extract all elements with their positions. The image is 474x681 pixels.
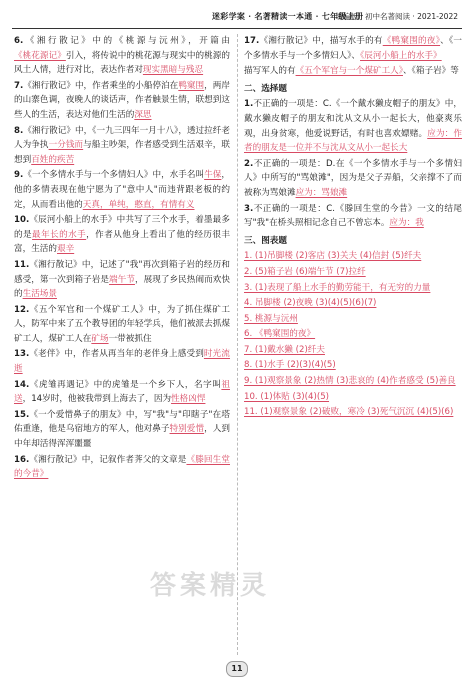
fill-answer-row: 4. 吊脚楼 (2)夜晚 (3)(4)(5)(6)(7) [244,298,377,309]
header-title: 迷彩学案 · 名著精读一本通 · 七年级上册 [212,11,364,21]
fill-answer-row: 5. 桃源与沅州 [244,313,298,324]
choice-number: 2. [244,158,254,169]
answer-text: 祖送 [14,379,230,405]
question-item [14,408,230,452]
choice-item [244,202,462,231]
choice-text: 不正确的一项是：C.《滕回生堂的今昔》一文的结尾写"我"在桥头照相记念自己不曾忘本。 [244,203,462,229]
question-number: 11. [14,259,30,270]
question-number: 17. [244,36,260,46]
answer-text: 时光流逝 [14,349,230,375]
question-text: 《辰河小船上的水手》中共写了三个水手，着墨最多的是 [14,215,230,240]
right-column [244,34,462,655]
answer-text: 《五个军官与一个煤矿工人》 [295,66,403,77]
header-edition: 统编版 · 初中名著阅读 · 2021-2022 [335,12,458,21]
left-column [14,34,230,655]
question-text: 、《箱子岩》等 [403,66,459,77]
question-text: 《五个军官和一个煤矿工人》中，为了抓住煤矿工人，防军中来了五个教导团的年轻学兵，他们被派去抓煤矿工人，煤矿工人在 [14,304,230,344]
question-text: ，14岁时，他被我带到上海去了，因为 [22,394,172,405]
choice-answer: 应为：作者的朋友是一位并不与沈从文从小一起长大 [244,128,462,154]
choice-number: 3. [244,203,254,214]
fill-answer-row: 6. 《鸭窠围的夜》 [244,329,316,340]
question-item [14,378,230,407]
answer-text: 生活场景 [22,289,57,300]
question-item [244,64,462,79]
question-text: 《一个多情水手与一个多情妇人》中，水手名叫 [23,170,205,181]
question-item [14,258,230,302]
fill-answer-row: 10. (1)体贴 (3)(4)(5) [244,391,330,402]
answer-text: 《滕回生堂的今昔》 [14,454,230,480]
question-text: 《湘行散记》中，记叙作者荠父的文章是 [29,454,187,465]
answer-text: 艰辛 [56,244,75,255]
question-number: 12. [14,304,30,315]
choice-number: 1. [244,99,254,110]
watermark: 答案精灵 [150,571,271,601]
question-number: 14. [14,379,30,390]
question-text: 《湘行散记》中，记述了"我"再次到箱子岩的经历和感受，第一次到箱子岩是 [14,259,230,285]
choice-section-title: 二、选择题 [244,83,287,94]
fill-answer-row: 2. (5)箱子岩 (6)端午节 (7)拉纤 [244,266,366,277]
question-text: 《湘行散记》中，描写水手的有 [259,36,383,46]
fill-answer-row: 11. (1)观察景象 (2)破败，寒冷 (3)死气沉沉 (4)(5)(6) [244,407,454,418]
question-text: 引入，将传说中的桃花源与现实中的桃源的风土人情，进行对比，表达作者对 [14,50,230,76]
question-text: ，作者从他身上看出了他的经历很丰富，生活的 [14,229,230,255]
fill-answer-row: 9. (1)观察景象 (2)热情 (3)悲哀的 (4)作者感受 (5)善良 [244,376,456,387]
question-number: 13. [14,349,30,360]
question-text: 《湘行散记》中的《桃源与沅州》，开篇由 [23,36,230,46]
question-number: 10. [14,215,30,226]
page-number: 11 [226,661,248,677]
answer-text: 现实黑暗与残忍 [142,65,204,76]
answer-text: 牛保 [204,170,222,181]
question-item [14,347,230,376]
answer-text: 《辰河小船上的水手》 [360,50,442,61]
fill-answer-row: 3. (1)表现了船上水手的勤劳能干，有无穷的力量 [244,282,431,293]
answer-text: 矿场 [91,333,109,344]
choice-answer: 应为：骂娘滩 [295,187,348,198]
question-text: 描写军人的有 [244,66,296,77]
question-number: 15. [14,409,30,420]
question-text: 《老伴》中，作者从再当年的老伴身上感受到 [29,349,204,360]
question-number: 16. [14,454,30,465]
choice-text: 不正确的一项是：C.《一个戴水獭皮帽子的朋友》中，戴水獭皮帽子的朋友和沈从文从小一起长大，他豪爽乐观，出身贫寒，他爱说野话，有时也喜欢嫖赌。 [244,99,462,139]
fill-answer-row: 1. (1)吊脚楼 (2)客店 (3)关夫 (4)信封 (5)纤夫 [244,251,422,262]
question-text: 《一个爱惜鼻子的朋友》中，写"我"与"印瞎子"在塔佑重逢，他是乌宿地方的军人，他对鼻子 [14,409,230,435]
question-item [14,79,230,123]
answer-text: 鸭窠围 [178,80,205,91]
question-text: 《湘行散记》中，《一九三四年一月十八》，透过拉纤老人为争执 [14,125,230,151]
answer-text: 百姓的疾苦 [31,154,75,165]
question-number: 6. [14,36,24,46]
choice-answer: 应为：我 [389,218,424,229]
question-text: 《湘行散记》中，作者乘坐的小船停泊在 [23,80,179,91]
column-divider [237,34,238,655]
question-text: 与船主吵架，作者感受到生活艰辛，联想到 [14,140,230,165]
choice-item [244,157,462,201]
question-item [14,34,230,78]
question-text: ，他的多情表现在他宁愿为了"意中人"而违背跟老板的约定，从而看出他的 [14,170,230,210]
choice-item [244,97,462,155]
question-text: ，展现了乡民热闹而欢快的 [14,274,230,300]
question-text: ，两岸的山寨色调，夜晚人的谈话声，作者触景生情，联想到这些人的生活，表达对他们生活的 [14,80,230,120]
answer-text: 一分钱而 [48,140,84,151]
question-number: 7. [14,80,24,91]
question-item [14,453,230,482]
fill-answer-row: 7. (1)戴水獭 (2)纤夫 [244,344,325,355]
answer-text: 《桃花源记》 [14,50,66,61]
question-item [14,124,230,168]
question-text: 、《一个多情水手与一个多情妇人》、 [244,36,462,61]
page-footer [0,656,474,677]
answer-text: 最年长的水手 [32,229,87,240]
answer-text: 端午节 [109,274,135,285]
question-item [14,303,230,347]
answer-text: 《鸭窠围的夜》 [382,36,441,46]
question-number: 9. [14,170,24,181]
question-item [14,168,230,212]
choice-text: 不正确的一项是：D.在《一个多情水手与一个多情妇人》中所写的"骂娘滩"，因为是父子弄船，父亲撑不了而被称为骂娘滩 [244,158,462,198]
question-text: ，人到中年却活得浑浑噩噩 [14,424,230,450]
question-number: 8. [14,125,24,136]
answer-text: 特别爱惜 [169,424,205,435]
fill-answer-row: 8. (1)水手 (2)(3)(4)(5) [244,360,336,371]
question-text: 一带被抓住 [108,333,152,344]
answer-text: 深思 [134,109,152,120]
answer-text: 天真，单纯，憨直，有情有义 [82,199,195,210]
fill-section-title: 三、图表题 [244,235,287,246]
page-header [12,6,462,29]
question-item [244,34,462,63]
question-item [14,213,230,257]
question-text: 《虎雏再遇记》中的虎雏是一个乡下人，名字叫 [29,379,222,390]
answer-text: 性格凶悍 [171,394,206,405]
